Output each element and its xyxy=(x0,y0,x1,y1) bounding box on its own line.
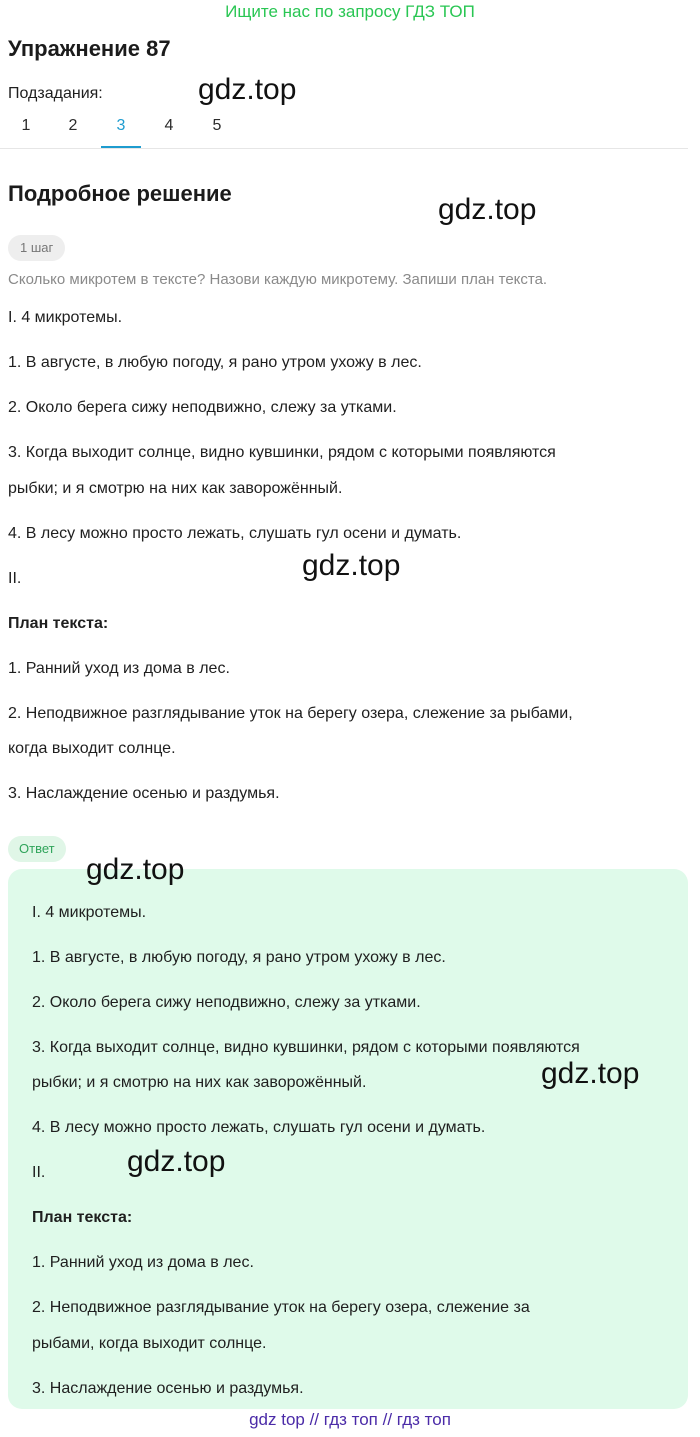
step-badge: 1 шаг xyxy=(8,235,65,261)
answer-line: 3. Когда выходит солнце, видно кувшинки, рядом с которыми появляются xyxy=(32,1039,580,1056)
solution-line: рыбки; и я смотрю на них как заворожённый. xyxy=(8,480,343,497)
plan-heading: План текста: xyxy=(8,615,109,632)
answer-line: 1. Ранний уход из дома в лес. xyxy=(32,1254,254,1271)
top-banner[interactable]: Ищите нас по запросу ГДЗ ТОП xyxy=(225,2,475,21)
solution-line: 1. Ранний уход из дома в лес. xyxy=(8,660,230,677)
watermark: gdz.top xyxy=(198,73,297,106)
footer-links[interactable]: gdz top // гдз топ // гдз топ xyxy=(249,1410,451,1429)
tab-5[interactable]: 5 xyxy=(212,117,222,134)
solution-line: I. 4 микротемы. xyxy=(8,309,123,326)
subtasks-label: Подзадания: xyxy=(8,85,103,102)
solution-line: 1. В августе, в любую погоду, я рано утром ухожу в лес. xyxy=(8,354,422,371)
watermark: gdz.top xyxy=(541,1057,640,1090)
solution-line: 3. Наслаждение осенью и раздумья. xyxy=(8,785,280,802)
page-title: Упражнение 87 xyxy=(8,36,171,61)
answer-line: рыбами, когда выходит солнце. xyxy=(32,1335,267,1352)
answer-line: 1. В августе, в любую погоду, я рано утром ухожу в лес. xyxy=(32,949,446,966)
solution-line: 2. Около берега сижу неподвижно, слежу за утками. xyxy=(8,399,397,416)
watermark: gdz.top xyxy=(302,549,401,582)
question-text: Сколько микротем в тексте? Назови каждую микротему. Запиши план текста. xyxy=(8,271,548,288)
tab-2[interactable]: 2 xyxy=(68,117,78,134)
tab-3[interactable]: 3 xyxy=(101,110,141,148)
solution-line: когда выходит солнце. xyxy=(8,740,176,757)
tab-1[interactable]: 1 xyxy=(21,117,31,134)
answer-line: I. 4 микротемы. xyxy=(32,904,147,921)
tab-4[interactable]: 4 xyxy=(164,117,174,134)
answer-line: 4. В лесу можно просто лежать, слушать гул осени и думать. xyxy=(32,1119,486,1136)
answer-plan-heading: План текста: xyxy=(32,1209,133,1226)
solution-line: II. xyxy=(8,570,22,587)
answer-line: рыбки; и я смотрю на них как заворожённый. xyxy=(32,1074,367,1091)
subtask-tabs xyxy=(0,110,688,149)
answer-line: 2. Около берега сижу неподвижно, слежу за утками. xyxy=(32,994,421,1011)
watermark: gdz.top xyxy=(438,193,537,226)
solution-line: 2. Неподвижное разглядывание уток на берегу озера, слежение за рыбами, xyxy=(8,705,573,722)
answer-line: 2. Неподвижное разглядывание уток на берегу озера, слежение за xyxy=(32,1299,530,1316)
answer-badge: Ответ xyxy=(8,836,66,862)
answer-line: 3. Наслаждение осенью и раздумья. xyxy=(32,1380,304,1397)
answer-line: II. xyxy=(32,1164,46,1181)
solution-line: 4. В лесу можно просто лежать, слушать гул осени и думать. xyxy=(8,525,462,542)
solution-line: 3. Когда выходит солнце, видно кувшинки, рядом с которыми появляются xyxy=(8,444,556,461)
section-title: Подробное решение xyxy=(8,181,232,206)
watermark: gdz.top xyxy=(127,1145,226,1178)
watermark: gdz.top xyxy=(86,853,185,886)
